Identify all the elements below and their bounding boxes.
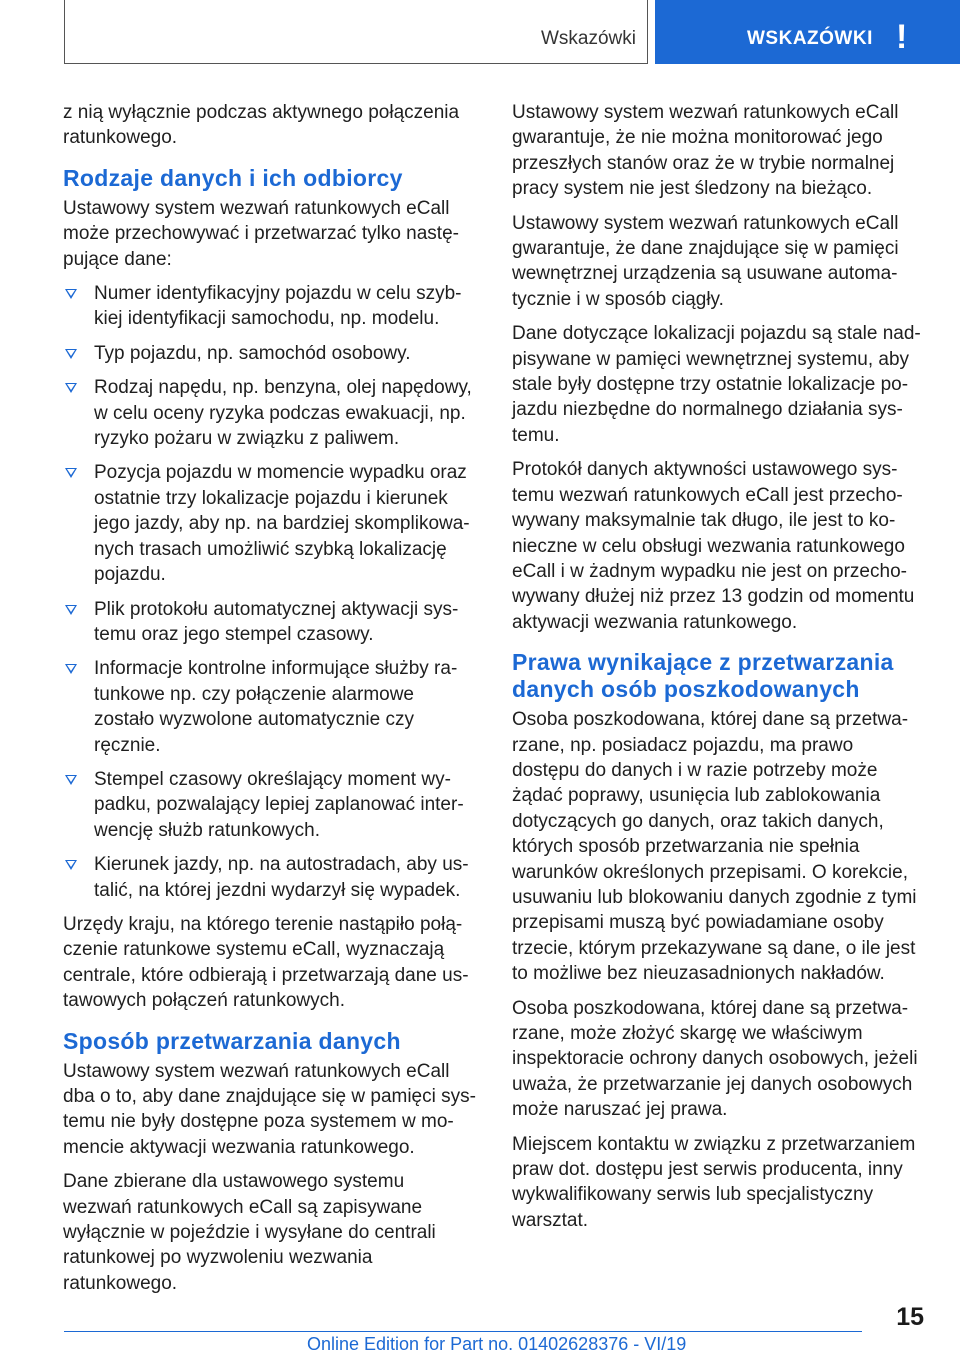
paragraph: Dane dotyczące lokalizacji pojazdu są stale nadpisywane w pamięci wewnętrznej systemu, aby stale były dostępne trzy ostatnie lokalizacje pojazdu niezbędne do normalnego działania systemu.	[512, 323, 921, 446]
data-list	[63, 281, 477, 903]
left-column	[63, 100, 477, 1305]
list-item	[63, 281, 477, 332]
list-item-text: Plik protokołu automatycznej aktywacji systemu oraz jego stempel czasowy.	[94, 598, 459, 645]
list-item	[63, 656, 477, 758]
paragraph: Miejscem kontaktu w związku z przetwarzaniem praw dot. dostępu jest serwis producenta, inny wykwalifikowany serwis lub specjalistyczny warsztat.	[512, 1133, 916, 1231]
footer-divider	[64, 1331, 862, 1332]
list-item	[63, 341, 477, 366]
exclamation-icon: !	[896, 18, 908, 56]
list-item-text: Pozycja pojazdu w momencie wypadku oraz ostatnie trzy lokalizacje pojazdu i kierunek jego jazdy, aby np. na bardziej skomplikowanych trasach umożliwić szybką lokalizację pojazdu.	[94, 462, 470, 586]
header-chapter-tab	[655, 0, 960, 64]
list-item	[63, 852, 477, 903]
paragraph: Ustawowy system wezwań ratunkowych eCall może przechowywać i przetwarzać tylko następujące dane:	[63, 197, 459, 270]
intro-paragraph: z nią wyłącznie podczas aktywnego połączenia ratunkowego.	[63, 102, 460, 149]
heading-processing: Sposób przetwarzania danych	[63, 1027, 401, 1054]
paragraph: Osoba poszkodowana, której dane są przetwarzane, może złożyć skargę we właściwym inspektoracie ochrony danych osobowych, jeżeli uważa, że przetwarzanie jej danych osobowych może naruszać jej prawa.	[512, 997, 918, 1121]
list-item-text: Stempel czasowy określający moment wypadku, pozwalający lepiej zaplanować interwencję służb ratunkowych.	[94, 768, 464, 841]
bullet-triangle-icon	[65, 468, 77, 478]
footer-edition: Online Edition for Part no. 01402628376 - VI/19	[307, 1334, 687, 1354]
header-chapter-label: WSKAZÓWKI	[747, 28, 873, 49]
paragraph: Ustawowy system wezwań ratunkowych eCall gwarantuje, że nie można monitorować jego przeszłych stanów oraz że w trybie normalnej pracy system nie jest śledzony na bieżąco.	[512, 102, 899, 200]
list-item-text: Rodzaj napędu, np. benzyna, olej napędowy, w celu oceny ryzyka podczas ewakuacji, np. ryzyko pożaru w związku z paliwem.	[94, 377, 472, 450]
list-item-text: Typ pojazdu, np. samochód osobowy.	[94, 342, 411, 364]
bullet-triangle-icon	[65, 775, 77, 785]
heading-data-types: Rodzaje danych i ich odbiorcy	[63, 164, 403, 191]
list-item-text: Informacje kontrolne informujące służby ratunkowe np. czy połączenie alarmowe zostało wyzwolone automatycznie czy ręcznie.	[94, 658, 458, 756]
bullet-triangle-icon	[65, 860, 77, 870]
bullet-triangle-icon	[65, 289, 77, 299]
paragraph: Dane zbierane dla ustawowego systemu wezwań ratunkowych eCall są zapisywane wyłącznie w pojeździe i wysyłane do centrali ratunkowej po wyzwoleniu wezwania ratunkowego.	[63, 1171, 436, 1294]
list-item	[63, 375, 477, 451]
bullet-triangle-icon	[65, 349, 77, 359]
paragraph: Ustawowy system wezwań ratunkowych eCall dba o to, aby dane znajdujące się w pamięci systemu nie były dostępne poza systemem w momencie aktywacji wezwania ratunkowego.	[63, 1060, 476, 1158]
paragraph: Ustawowy system wezwań ratunkowych eCall gwarantuje, że dane znajdujące się w pamięci wewnętrznej urządzenia są usuwane automatycznie i w sposób ciągły.	[512, 212, 899, 310]
list-item	[63, 597, 477, 648]
list-item	[63, 460, 477, 587]
page-number: 15	[896, 1303, 924, 1331]
paragraph: Osoba poszkodowana, której dane są przetwarzane, np. posiadacz pojazdu, ma prawo dostępu do danych i w razie potrzeby może żądać poprawy, usunięcia lub zablokowania dotyczących go danych, oraz takich danych, których sposób przetwarzania nie spełnia warunków określonych przepisami. O korekcie, usuwaniu lub blokowaniu danych zgodnie z tymi przepisami muszą być powiadamiane osoby trzecie, którym przekazywane są dane, o ile jest to możliwe bez nieuzasadnionych nakładów.	[512, 709, 917, 985]
list-item-text: Kierunek jazdy, np. na autostradach, aby ustalić, na której jezdni wydarzył się wypadek.	[94, 854, 469, 901]
bullet-triangle-icon	[65, 605, 77, 615]
list-item	[63, 767, 477, 843]
paragraph: Urzędy kraju, na którego terenie nastąpiło połączenie ratunkowe systemu eCall, wyznaczają centrale, które odbierają i przetwarzają dane ustawowych połączeń ratunkowych.	[63, 913, 469, 1012]
bullet-triangle-icon	[65, 383, 77, 393]
bullet-triangle-icon	[65, 664, 77, 674]
paragraph: Protokół danych aktywności ustawowego systemu wezwań ratunkowych eCall jest przechowywany maksymalnie tak długo, ile jest to konieczne w celu obsługi wezwania ratunkowego eCall i w żadnym wypadku nie jest on przechowywany dłużej niż przez 13 godzin od momentu aktywacji wezwania ratunkowego.	[512, 459, 915, 633]
list-item-text: Numer identyfikacyjny pojazdu w celu szybkiej identyfikacji samochodu, np. modelu.	[94, 283, 462, 330]
heading-rights: Prawa wynikające z przetwarzania danych osób poszkodowanych	[512, 649, 894, 703]
header-section-title: Wskazówki	[540, 28, 636, 49]
right-column	[512, 100, 926, 1242]
